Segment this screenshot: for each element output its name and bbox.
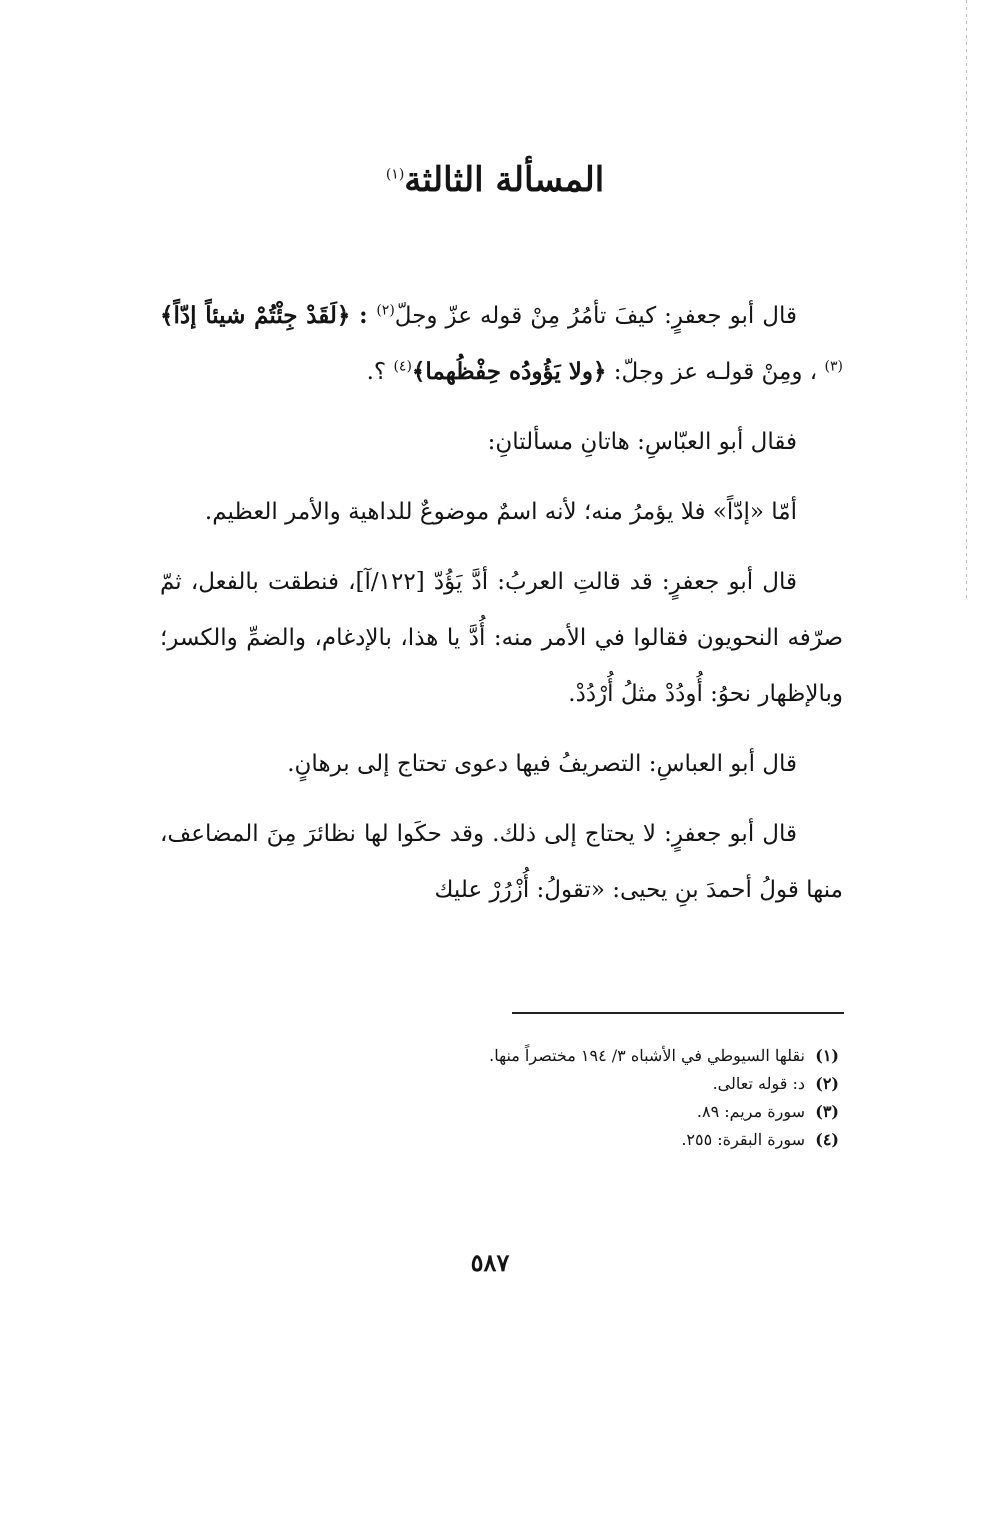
footnote-reference: (٢) (376, 302, 395, 319)
page-number: ٥٨٧ (470, 1248, 510, 1277)
section-title-note: (١) (385, 166, 405, 183)
paragraph-text: فقال أبو العبّاسِ: هاتانِ مسألتانِ: (487, 429, 797, 455)
footnote-text: د: قوله تعالى. (712, 1074, 805, 1093)
paragraph (160, 806, 843, 918)
paragraph (160, 736, 843, 792)
paragraph-text: قال أبو العباسِ: التصريفُ فيها دعوى تحتاج إلى برهانٍ. (287, 751, 797, 777)
footnote (160, 1126, 843, 1154)
section-title-text: المسألة الثالثة (404, 160, 605, 200)
footnote-separator (512, 1012, 844, 1014)
footnote-number: (١) (815, 1046, 839, 1065)
footnote-text: سورة مريم: ٨٩. (696, 1102, 805, 1121)
paragraph-text: ، ومِنْ قولـه عز وجلّ: (606, 359, 825, 385)
paragraph-text: قال أبو جعفرٍ: لا يحتاج إلى ذلك. وقد حكَوا لها نظائرَ مِنَ المضاعف، منها قولُ أحمدَ بنِ يحيى: «تقولُ: أُزْرُرْ عليك (160, 821, 843, 903)
paragraph (160, 288, 843, 400)
paragraph (160, 554, 843, 722)
footnote (160, 1070, 843, 1098)
paragraph-text: قال أبو جعفرٍ: كيفَ تأمُرُ مِنْ قوله عزّ وجلّ (394, 303, 797, 329)
quran-quote: : ﴿لَقَدْ جِئْتُمْ شيئاً إدّاً﴾ (160, 302, 377, 329)
footnote-text: نقلها السيوطي في الأشباه ٣/ ١٩٤ مختصراً منها. (489, 1046, 805, 1065)
paragraph (160, 414, 843, 470)
footnotes (160, 1042, 843, 1154)
footnote-text: سورة البقرة: ٢٥٥. (681, 1130, 805, 1149)
footnote-reference: (٤) (393, 358, 412, 375)
footnote-reference: (٣) (824, 358, 843, 375)
footnote (160, 1098, 843, 1126)
quran-quote: ﴿ولا يَؤُودُه حِفْظُهما﴾ (411, 358, 607, 385)
footnote-number: (٣) (815, 1102, 839, 1121)
footnote-number: (٢) (815, 1074, 839, 1093)
section-title (150, 150, 840, 210)
paragraph-text: قال أبو جعفرٍ: قد قالتِ العربُ: أدَّ يَؤُدّ [١٢٢/آ]، فنطقت بالفعل، ثمّ صرّفه النحويون فقالوا في الأمر منه: أُدَّ يا هذا، بالإدغام، والضمِّ والكسر؛ وبالإظهار نحوُ: أُودُدْ مثلُ أُرْدُدْ. (160, 569, 843, 707)
footnote (160, 1042, 843, 1070)
paragraph (160, 484, 843, 540)
paragraph-text: أمّا «إدّاً» فلا يؤمرُ منه؛ لأنه اسمٌ موضوعٌ للداهية والأمر العظيم. (204, 499, 797, 525)
main-text (160, 288, 843, 932)
scan-edge-line (966, 0, 967, 600)
paragraph-text: ؟. (366, 359, 394, 385)
footnote-number: (٤) (815, 1130, 839, 1149)
